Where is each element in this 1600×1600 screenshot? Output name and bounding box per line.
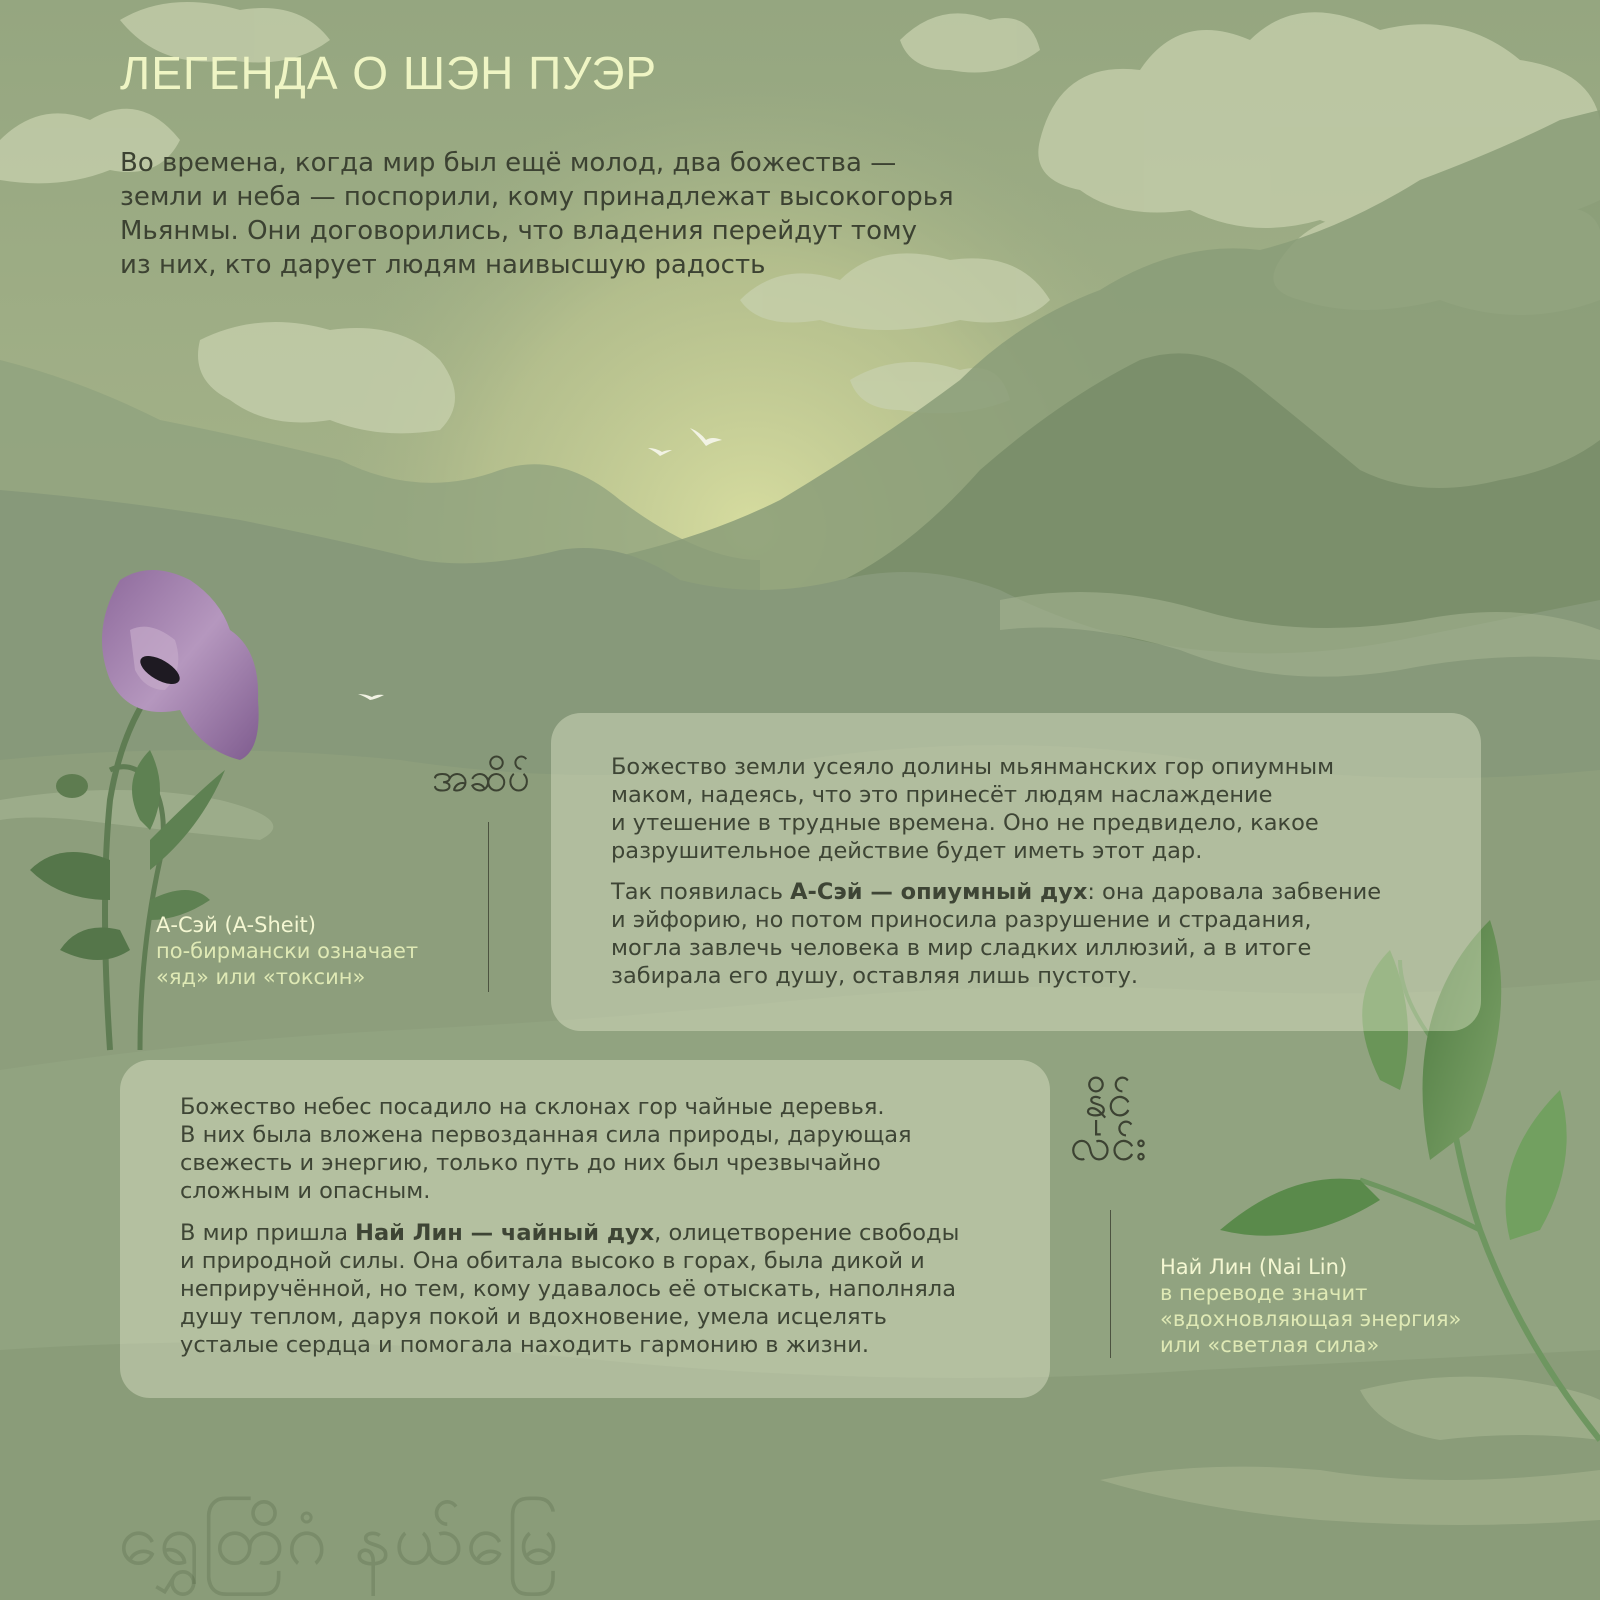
sky-spirit-meaning: в переводе значит «вдохновляющая энергия» или «светлая сила» bbox=[1160, 1281, 1462, 1357]
sky-story-text-pre: В мир пришла bbox=[180, 1220, 356, 1246]
sky-story-panel bbox=[120, 1060, 1050, 1398]
divider-line bbox=[1110, 1210, 1111, 1358]
sky-story-highlight: Най Лин — чайный дух bbox=[355, 1220, 655, 1246]
earth-story-panel bbox=[551, 713, 1481, 1031]
earth-story-highlight: А-Сэй — опиумный дух bbox=[790, 879, 1088, 905]
earth-story-paragraph-1: Божество земли усеяло долины мьянманских гор опиумным маком, надеясь, что это принесёт людям наслаждение и утешение в трудные времена. Оно не предвидело, какое разрушительное действие будет иметь этот дар. bbox=[611, 754, 1335, 864]
page-title: ЛЕГЕНДА О ШЭН ПУЭР bbox=[120, 47, 658, 99]
earth-spirit-burmese-glyph: အဆိပ် bbox=[432, 755, 531, 801]
earth-spirit-meaning: по-бирмански означает «яд» или «токсин» bbox=[156, 939, 419, 989]
sky-story-paragraph-2 bbox=[180, 1219, 959, 1359]
sky-spirit-burmese-glyph: နိုင် လင်း bbox=[1069, 1076, 1147, 1171]
earth-story-text-pre: Так появилась bbox=[611, 879, 791, 905]
footer-burmese-watermark: ရွှေတြိဂံ နယ်မြေ bbox=[118, 1497, 561, 1581]
sky-story-text-post: , олицетворение свободы и природной силы. Она обитала высоко в горах, была дикой и неприручённой, но тем, кому удавалось её отыскать, наполняла душу теплом, даруя покой и вдохновение, умела исцелять усталые сердца и помогала находить гармонию в жизни. bbox=[180, 1220, 960, 1358]
earth-spirit-name: А-Сэй (A-Sheit) bbox=[156, 913, 316, 937]
sky-spirit-name: Най Лин (Nai Lin) bbox=[1160, 1255, 1348, 1279]
earth-story-paragraph-2 bbox=[611, 878, 1381, 990]
earth-story-text-post: : она даровала забвение и эйфорию, но потом приносила разрушение и страдания, могла завлечь человека в мир сладких иллюзий, а в итоге забирала его душу, оставляя лишь пустоту. bbox=[611, 879, 1382, 989]
intro-paragraph: Во времена, когда мир был ещё молод, два божества — земли и неба — поспорили, кому принадлежат высокогорья Мьянмы. Они договорились, что владения перейдут тому из них, кто дарует людям наивысшую радость bbox=[120, 148, 954, 280]
sky-story-paragraph-1: Божество небес посадило на склонах гор чайные деревья. В них была вложена первозданная сила природы, дарующая свежесть и энергию, только путь до них был чрезвычайно сложным и опасным. bbox=[180, 1094, 912, 1204]
earth-spirit-note bbox=[156, 912, 418, 990]
sky-spirit-note bbox=[1160, 1254, 1461, 1358]
divider-line bbox=[488, 822, 489, 992]
